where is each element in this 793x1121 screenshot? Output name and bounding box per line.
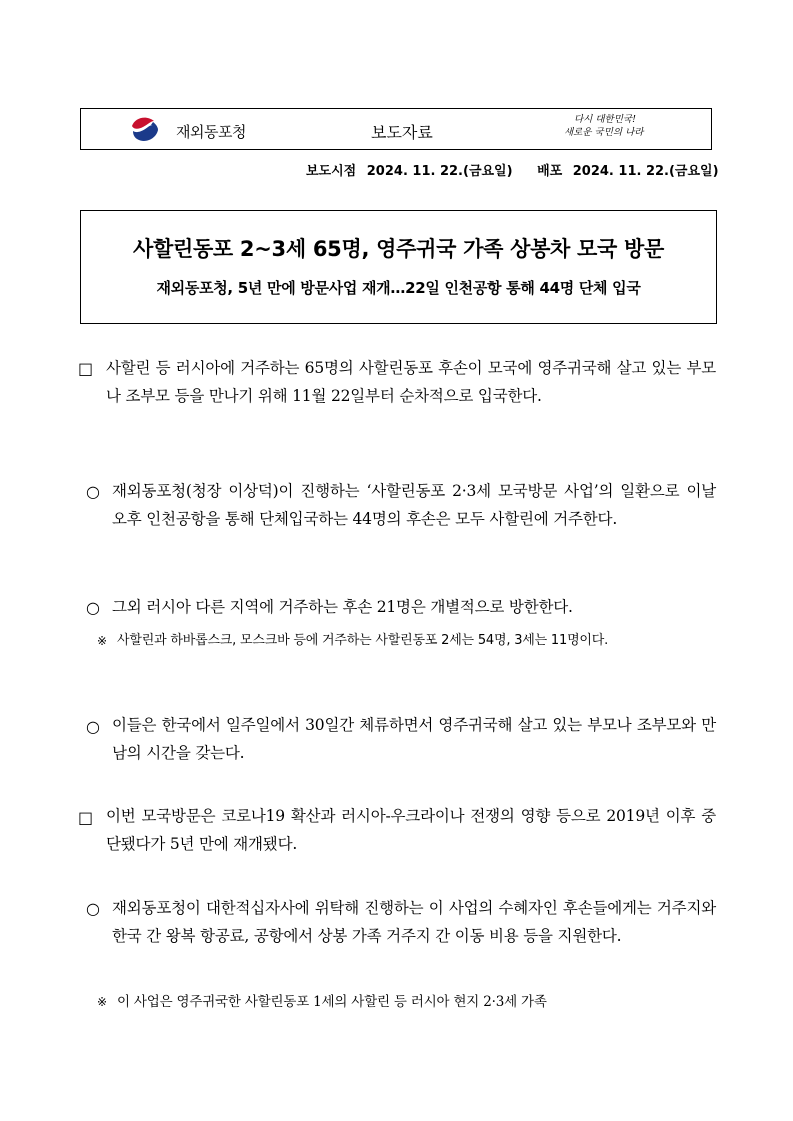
paragraph-6: 재외동포청이 대한적십자사에 위탁해 진행하는 이 사업의 수혜자인 후손들에게는 거주지와 한국 간 왕복 항공료, 공항에서 상봉 가족 거주지 간 이동 비용 등을 지원한다. [112,899,716,945]
paragraph-1-text: 사할린 등 러시아에 거주하는 65명의 사할린동포 후손이 모국에 영주귀국해 살고 있는 부모나 조부모 등을 만나기 위해 11월 22일부터 순차적으로 입국한다. [106,359,716,405]
square-bullet: □ [78,808,94,827]
slogan-line-2: 새로운 국민의 나라 [564,127,644,138]
note-mark: ※ [97,634,108,648]
circle-bullet: ○ [86,482,100,501]
taegeuk-logo-icon [129,113,161,145]
headline-subtitle: 재외동포청, 5년 만에 방문사업 재개…22일 인천공항 통해 44명 단체 입국 [156,279,641,297]
note-mark: ※ [97,995,108,1009]
doc-type-label: 보도자료 [371,123,433,142]
note-2: 이 사업은 영주귀국한 사할린동포 1세의 사할린 등 러시아 현지 2·3세 가족 [117,994,547,1010]
headline-title: 사할린동포 2~3세 65명, 영주귀국 가족 상봉차 모국 방문 [132,237,665,261]
square-bullet: □ [78,359,94,378]
agency-name: 재외동포청 [176,123,246,141]
release-info [300,160,719,179]
paragraph-5: 이번 모국방문은 코로나19 확산과 러시아-우크라이나 전쟁의 영향 등으로 2019년 이후 중단됐다가 5년 만에 재개됐다. [106,807,716,853]
paragraph-4: 이들은 한국에서 일주일에서 30일간 체류하면서 영주귀국해 살고 있는 부모나 조부모와 만남의 시간을 갖는다. [112,716,716,762]
distribution-date: 2024. 11. 22.(금요일) [572,164,719,179]
circle-bullet: ○ [86,899,100,918]
release-date: 2024. 11. 22.(금요일) [366,164,513,179]
header-box [80,108,712,150]
paragraph-3: 그외 러시아 다른 지역에 거주하는 후손 21명은 개별적으로 방한한다. [112,598,573,616]
circle-bullet: ○ [86,598,100,617]
note-1: 사할린과 하바롭스크, 모스크바 등에 거주하는 사할린동포 2세는 54명, 3세는 11명이다. [117,633,609,648]
slogan-line-1: 다시 대한민국! [574,114,636,125]
paragraph-2: 재외동포청(청장 이상덕)이 진행하는 ‘사할린동포 2·3세 모국방문 사업’의 일환으로 이날 오후 인천공항을 통해 단체입국하는 44명의 후손은 모두 사할린에 거주한다. [112,482,716,528]
release-label: 보도시점 [306,164,357,179]
headline-box [80,210,717,324]
slogan [564,113,674,139]
circle-bullet: ○ [86,717,100,736]
paragraph-1 [106,354,716,410]
distribution-label: 배포 [537,164,563,179]
